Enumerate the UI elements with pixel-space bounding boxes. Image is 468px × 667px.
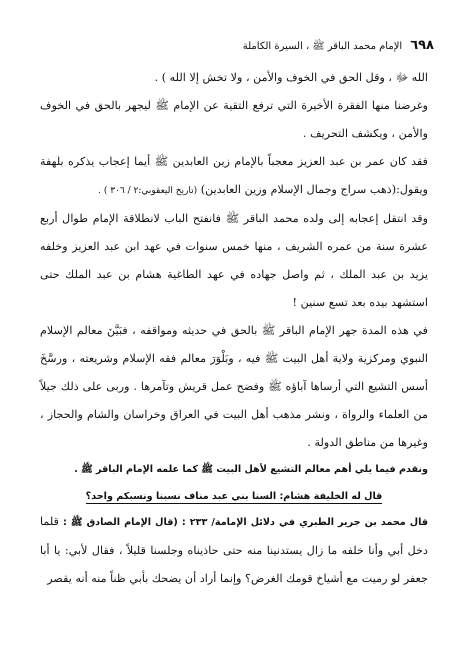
paragraph-purpose: وغرضنا منها الفقرة الأخيرة التي ترفع التقية عن الإمام ﷺ ليجهر بالحق في الخوف والأمن ، ويكشف التحريف . (40, 99, 428, 140)
paragraph-baqir-period: وقد انتقل إعجابه إلى ولده محمد الباقر ﷺ فانفتح الباب لانطلاقة الإمام طوال أربع عشرة سنة من عمره الشريف ، منها خمس سنوات في عهد ابن عبد العزيز وخلفه يزيد بن عبد الملك ، ثم واصل جهاده في عهد الطاغية هشام بن عبد الملك حتى استشهد بيده بعد تسع سنين ! (40, 212, 428, 309)
paragraph-tabari (40, 508, 428, 593)
section-heading (40, 491, 428, 502)
paragraph-baqir-teaching: في هذه المدة جهر الإمام الباقر ﷺ بالحق في حديثه ومواقفه ، فبَيَّنَ معالم الإسلام النبوي ومركزية ولاية أهل البيت ﷺ فيه ، وبَلْوَرَ معالم فقه الإسلام وشريعته ، ورسَّخَ أسس التشيع التي أرساها آباؤه ﷺ وفضح عمل قريش وتآمرها . وربى على ذلك جيلاً من العلماء والرواة ، ونشر مذهب أهل البيت في العراق وخراسان والشام والحجاز ، وغيرها من مناطق الدولة . (40, 324, 428, 449)
bold-intro-line: ونقدم فيما يلي أهم معالم التشيع لأهل البيت ﷺ كما علمه الإمام الباقر ﷺ . (74, 464, 428, 475)
paragraph-umar-admiration (40, 148, 428, 205)
citation-yaqubi: (تاريخ اليعقوبي:٢ / ٣٠٦ ) . (98, 186, 198, 196)
section-heading-text: قال له الخليفة هشام: السنا بني عبد مناف نسبنا ونسبكم واحد؟ (85, 491, 383, 502)
running-title: الإمام محمد الباقر ﷺ ، السيرة الكاملة (242, 41, 403, 52)
paragraph-umar-text: فقد كان عمر بن عبد العزيز معجباً بالإمام زين العابدين ﷺ أيما إعجاب يذكره بلهفة ويقول:(ذهب سراج وجمال الإسلام وزين العابدين) (40, 155, 428, 196)
page-number: ٦٩٨ (410, 38, 434, 53)
paragraph-quote-end: الله ﷻ ، وقل الحق في الخوف والأمن ، ولا تخش إلا الله ) . (154, 71, 428, 84)
page-header (40, 38, 434, 54)
tabari-text: قلما دخل أبي وأنا خلفه ما زال يستدنينا منه حتى حاذيناه وجلسنا قليلاً ، فقال لأبي: يا أبا جعفر لو رميت مع أشياخ قومك الغرض؟ وإنما أراد أن يضحك بأبي ظناً منه أنه يقصر (40, 515, 428, 585)
tabari-bold-lead: قال محمد بن جرير الطبري في دلائل الإمامة/ ٢٣٣ : (قال الإمام الصادق ﷺ : (58, 517, 428, 528)
